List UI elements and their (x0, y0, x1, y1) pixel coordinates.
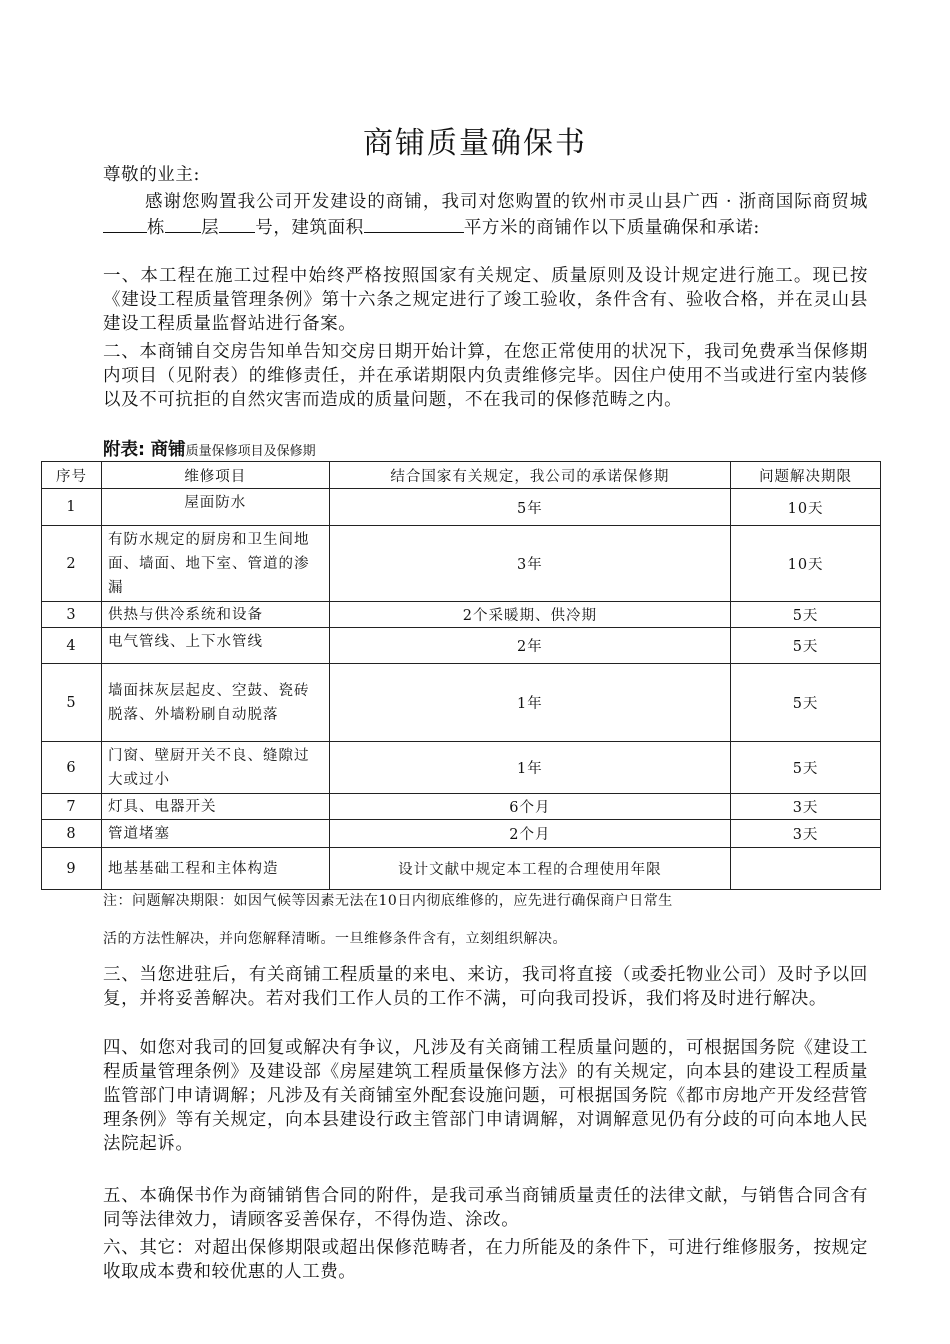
intro-text-part1: 感谢您购置我公司开发建设的商铺，我司对您购置的钦州市灵山县广西 · 浙商国际商贸城 (145, 192, 868, 212)
header-item: 维修项目 (101, 462, 329, 489)
area-blank[interactable] (364, 214, 464, 233)
row-no: 6 (42, 742, 102, 794)
row-no: 5 (42, 664, 102, 742)
clause-2: 二、本商铺自交房告知单告知交房日期开始计算，在您正常使用的状况下，我司免费承当保修期内项目（见附表）的维修责任，并在承诺期限内负责维修完毕。因住户使用不当或进行室内装修以及不可抗拒的自然灾害而造成的质量问题，不在我司的保修范畴之内。 (103, 342, 868, 410)
row-no: 4 (42, 628, 102, 664)
row-item: 灯具、电器开关 (101, 794, 329, 820)
row-item: 门窗、壁厨开关不良、缝隙过大或过小 (101, 742, 329, 794)
table-row (42, 602, 881, 628)
row-period: 设计文献中规定本工程的合理使用年限 (329, 848, 730, 890)
row-item: 地基基础工程和主体构造 (101, 848, 329, 890)
intro-paragraph (103, 190, 868, 240)
clause-4: 四、如您对我司的回复或解决有争议，凡涉及有关商铺工程质量问题的，可根据国务院《建设工程质量管理条例》及建设部《房屋建筑工程质量保修方法》的有关规定，向本县的建设工程质量监管部门申请调解；凡涉及有关商铺室外配套设施问题，可根据国务院《都市房地产开发经营管理条例》等有关规定，向本县建设行政主管部门申请调解，对调解意见仍有分歧的可向本地人民法院起诉。 (103, 1038, 868, 1154)
floor-blank[interactable] (165, 214, 201, 233)
appendix-label: 附表: (103, 440, 145, 460)
row-limit: 10天 (731, 526, 881, 602)
clause-6: 六、其它：对超出保修期限或超出保修范畴者，在力所能及的条件下，可进行维修服务，按规定收取成本费和较优惠的人工费。 (103, 1238, 868, 1282)
row-no: 9 (42, 848, 102, 890)
row-limit: 3天 (731, 820, 881, 848)
row-item: 电气管线、上下水管线 (101, 628, 329, 664)
number-suffix: 号，建筑面积 (255, 218, 364, 238)
table-header-row (42, 462, 881, 489)
warranty-table (41, 461, 881, 890)
row-no: 8 (42, 820, 102, 848)
note-line-1: 注：问题解决期限：如因气候等因素无法在10日内彻底维修的，应先进行确保商户日常生 (103, 893, 673, 909)
header-no: 序号 (42, 462, 102, 489)
appendix-subject: 商铺 (150, 440, 186, 460)
number-blank[interactable] (219, 214, 255, 233)
row-limit: 5天 (731, 742, 881, 794)
clause-3: 三、当您进驻后，有关商铺工程质量的来电、来访，我司将直接（或委托物业公司）及时予以回复，并将妥善解决。若对我们工作人员的工作不满，可向我司投诉，我们将及时进行解决。 (103, 965, 868, 1009)
row-limit: 5天 (731, 628, 881, 664)
table-row (42, 820, 881, 848)
row-item: 屋面防水 (101, 489, 329, 526)
table-row (42, 664, 881, 742)
row-limit: 10天 (731, 489, 881, 526)
building-suffix: 栋 (147, 218, 166, 238)
document-title: 商铺质量确保书 (363, 126, 587, 161)
row-item: 管道堵塞 (101, 820, 329, 848)
table-row (42, 794, 881, 820)
header-period: 结合国家有关规定，我公司的承诺保修期 (329, 462, 730, 489)
row-item: 供热与供冷系统和设备 (101, 602, 329, 628)
row-period: 6个月 (329, 794, 730, 820)
appendix-heading (103, 436, 316, 461)
building-blank[interactable] (103, 214, 147, 233)
floor-suffix: 层 (201, 218, 220, 238)
greeting: 尊敬的业主: (103, 165, 200, 185)
row-item: 有防水规定的厨房和卫生间地面、墙面、地下室、管道的渗漏 (101, 526, 329, 602)
table-row (42, 526, 881, 602)
row-limit: 3天 (731, 794, 881, 820)
row-limit (731, 848, 881, 890)
table-row (42, 848, 881, 890)
row-period: 1年 (329, 664, 730, 742)
table-row (42, 489, 881, 526)
row-period: 2个采暖期、供冷期 (329, 602, 730, 628)
row-no: 2 (42, 526, 102, 602)
row-no: 3 (42, 602, 102, 628)
row-period: 2年 (329, 628, 730, 664)
header-limit: 问题解决期限 (731, 462, 881, 489)
row-no: 1 (42, 489, 102, 526)
row-limit: 5天 (731, 602, 881, 628)
row-limit: 5天 (731, 664, 881, 742)
table-row (42, 628, 881, 664)
table-row (42, 742, 881, 794)
appendix-caption: 质量保修项目及保修期 (185, 444, 316, 459)
row-period: 2个月 (329, 820, 730, 848)
row-period: 3年 (329, 526, 730, 602)
row-period: 5年 (329, 489, 730, 526)
row-no: 7 (42, 794, 102, 820)
clause-1: 一、本工程在施工过程中始终严格按照国家有关规定、质量原则及设计规定进行施工。现已按《建设工程质量管理条例》第十六条之规定进行了竣工验收，条件含有、验收合格，并在灵山县建设工程质量监督站进行备案。 (103, 266, 868, 334)
clause-5: 五、本确保书作为商铺销售合同的附件，是我司承当商铺质量责任的法律文献，与销售合同含有同等法律效力，请顾客妥善保存，不得伪造、涂改。 (103, 1186, 868, 1230)
intro-text-part2: 平方米的商铺作以下质量确保和承诺: (463, 218, 760, 238)
row-item: 墙面抹灰层起皮、空鼓、瓷砖脱落、外墙粉刷自动脱落 (101, 664, 329, 742)
row-period: 1年 (329, 742, 730, 794)
note-line-2: 活的方法性解决，并向您解释清晰。一旦维修条件含有，立刻组织解决。 (103, 931, 567, 947)
